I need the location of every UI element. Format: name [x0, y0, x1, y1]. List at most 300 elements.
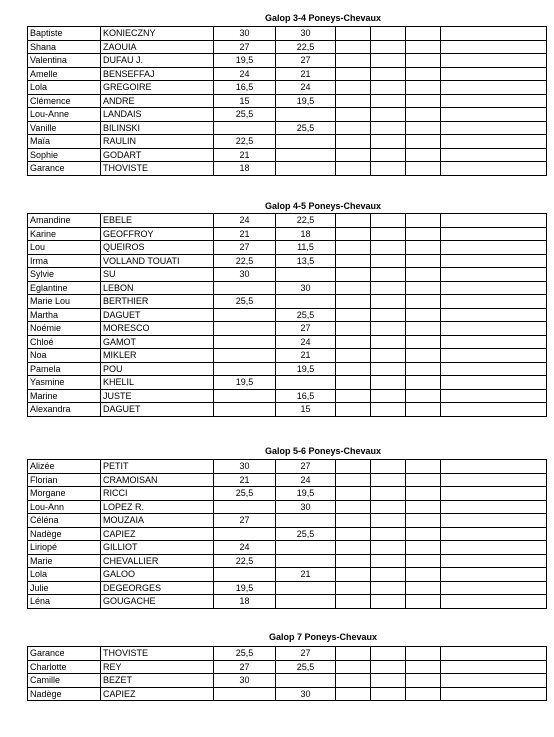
score-2-cell: 19,5: [276, 487, 336, 501]
last-name-cell: VOLLAND TOUATI: [101, 254, 214, 268]
empty-cell: [441, 660, 547, 674]
empty-cell: [441, 687, 547, 701]
score-2-cell: 25,5: [276, 121, 336, 135]
empty-cell: [336, 687, 371, 701]
last-name-cell: JUSTE: [101, 389, 214, 403]
empty-cell: [441, 647, 547, 661]
score-1-cell: 24: [214, 541, 276, 555]
empty-cell: [336, 376, 371, 390]
empty-cell: [336, 214, 371, 228]
empty-cell: [441, 568, 547, 582]
empty-cell: [336, 108, 371, 122]
last-name-cell: DEGEORGES: [101, 581, 214, 595]
first-name-cell: Sylvie: [28, 268, 101, 282]
score-1-cell: [214, 362, 276, 376]
empty-cell: [406, 268, 441, 282]
empty-cell: [406, 254, 441, 268]
score-2-cell: 15: [276, 403, 336, 417]
last-name-cell: BILINSKI: [101, 121, 214, 135]
last-name-cell: BENSEFFAJ: [101, 67, 214, 81]
score-1-cell: 24: [214, 214, 276, 228]
empty-cell: [406, 241, 441, 255]
table-row: [28, 674, 547, 688]
empty-cell: [371, 214, 406, 228]
empty-cell: [371, 94, 406, 108]
empty-cell: [371, 460, 406, 474]
first-name-cell: Alizée: [28, 460, 101, 474]
table-row: [28, 67, 547, 81]
empty-cell: [406, 527, 441, 541]
last-name-cell: MIKLER: [101, 349, 214, 363]
last-name-cell: CRAMOISAN: [101, 473, 214, 487]
empty-cell: [371, 121, 406, 135]
empty-cell: [406, 687, 441, 701]
last-name-cell: GILLIOT: [101, 541, 214, 555]
score-1-cell: 18: [214, 162, 276, 176]
first-name-cell: Sophie: [28, 148, 101, 162]
empty-cell: [441, 554, 547, 568]
empty-cell: [441, 335, 547, 349]
empty-cell: [336, 227, 371, 241]
empty-cell: [406, 541, 441, 555]
empty-cell: [336, 581, 371, 595]
empty-cell: [406, 335, 441, 349]
empty-cell: [406, 281, 441, 295]
last-name-cell: REY: [101, 660, 214, 674]
empty-cell: [406, 94, 441, 108]
table-row: [28, 148, 547, 162]
empty-cell: [406, 54, 441, 68]
last-name-cell: BERTHIER: [101, 295, 214, 309]
empty-cell: [336, 389, 371, 403]
empty-cell: [336, 568, 371, 582]
table-row: [28, 473, 547, 487]
first-name-cell: Valentina: [28, 54, 101, 68]
last-name-cell: DAGUET: [101, 308, 214, 322]
empty-cell: [371, 335, 406, 349]
empty-cell: [406, 362, 441, 376]
empty-cell: [441, 349, 547, 363]
score-1-cell: 16,5: [214, 81, 276, 95]
empty-cell: [441, 227, 547, 241]
table-row: [28, 687, 547, 701]
empty-cell: [336, 460, 371, 474]
first-name-cell: Martha: [28, 308, 101, 322]
first-name-cell: Céléna: [28, 514, 101, 528]
table-row: [28, 460, 547, 474]
empty-cell: [336, 81, 371, 95]
empty-cell: [406, 500, 441, 514]
empty-cell: [371, 27, 406, 41]
empty-cell: [441, 241, 547, 255]
empty-cell: [336, 94, 371, 108]
empty-cell: [441, 254, 547, 268]
empty-cell: [406, 227, 441, 241]
empty-cell: [371, 227, 406, 241]
score-table: [27, 646, 547, 701]
score-2-cell: 27: [276, 322, 336, 336]
empty-cell: [441, 94, 547, 108]
first-name-cell: Julie: [28, 581, 101, 595]
score-2-cell: 22,5: [276, 40, 336, 54]
empty-cell: [406, 135, 441, 149]
score-1-cell: 30: [214, 460, 276, 474]
table-row: [28, 308, 547, 322]
last-name-cell: THOVISTE: [101, 647, 214, 661]
score-2-cell: 25,5: [276, 660, 336, 674]
last-name-cell: POU: [101, 362, 214, 376]
empty-cell: [336, 527, 371, 541]
score-2-cell: 19,5: [276, 94, 336, 108]
empty-cell: [371, 527, 406, 541]
empty-cell: [441, 376, 547, 390]
empty-cell: [336, 54, 371, 68]
empty-cell: [441, 487, 547, 501]
score-1-cell: 18: [214, 595, 276, 609]
empty-cell: [371, 500, 406, 514]
score-2-cell: [276, 541, 336, 555]
empty-cell: [371, 67, 406, 81]
table-row: [28, 108, 547, 122]
last-name-cell: MOUZAIA: [101, 514, 214, 528]
section-title: Galop 4-5 Poneys-Chevaux: [264, 201, 382, 211]
score-2-cell: 27: [276, 647, 336, 661]
empty-cell: [441, 67, 547, 81]
table-row: [28, 403, 547, 417]
empty-cell: [406, 148, 441, 162]
first-name-cell: Clémence: [28, 94, 101, 108]
empty-cell: [371, 322, 406, 336]
last-name-cell: LANDAIS: [101, 108, 214, 122]
score-1-cell: [214, 121, 276, 135]
score-2-cell: 27: [276, 54, 336, 68]
empty-cell: [371, 647, 406, 661]
first-name-cell: Shana: [28, 40, 101, 54]
first-name-cell: Florian: [28, 473, 101, 487]
table-row: [28, 362, 547, 376]
score-table: [27, 213, 547, 417]
table-row: [28, 349, 547, 363]
section-title: Galop 7 Poneys-Chevaux: [268, 632, 378, 642]
score-2-cell: 21: [276, 568, 336, 582]
empty-cell: [371, 674, 406, 688]
score-1-cell: [214, 403, 276, 417]
empty-cell: [406, 121, 441, 135]
empty-cell: [336, 487, 371, 501]
table-row: [28, 281, 547, 295]
empty-cell: [336, 514, 371, 528]
score-1-cell: [214, 349, 276, 363]
empty-cell: [406, 322, 441, 336]
table-row: [28, 227, 547, 241]
empty-cell: [336, 40, 371, 54]
empty-cell: [441, 362, 547, 376]
last-name-cell: DUFAU J.: [101, 54, 214, 68]
score-1-cell: [214, 568, 276, 582]
first-name-cell: Lou: [28, 241, 101, 255]
empty-cell: [406, 403, 441, 417]
table-row: [28, 268, 547, 282]
table-row: [28, 295, 547, 309]
empty-cell: [336, 281, 371, 295]
score-1-cell: [214, 527, 276, 541]
empty-cell: [441, 500, 547, 514]
table-row: [28, 595, 547, 609]
score-2-cell: [276, 674, 336, 688]
score-2-cell: 24: [276, 473, 336, 487]
empty-cell: [406, 473, 441, 487]
empty-cell: [336, 362, 371, 376]
empty-cell: [336, 335, 371, 349]
table-row: [28, 27, 547, 41]
score-1-cell: 21: [214, 148, 276, 162]
first-name-cell: Léna: [28, 595, 101, 609]
first-name-cell: Camille: [28, 674, 101, 688]
empty-cell: [336, 647, 371, 661]
score-2-cell: 24: [276, 81, 336, 95]
empty-cell: [371, 389, 406, 403]
table-row: [28, 376, 547, 390]
score-2-cell: 16,5: [276, 389, 336, 403]
first-name-cell: Vanille: [28, 121, 101, 135]
empty-cell: [441, 308, 547, 322]
first-name-cell: Lola: [28, 81, 101, 95]
score-2-cell: 13,5: [276, 254, 336, 268]
empty-cell: [371, 687, 406, 701]
first-name-cell: Marine: [28, 389, 101, 403]
first-name-cell: Garance: [28, 162, 101, 176]
last-name-cell: THOVISTE: [101, 162, 214, 176]
empty-cell: [406, 514, 441, 528]
table-row: [28, 81, 547, 95]
empty-cell: [371, 295, 406, 309]
empty-cell: [406, 108, 441, 122]
empty-cell: [441, 54, 547, 68]
empty-cell: [406, 389, 441, 403]
score-1-cell: 21: [214, 473, 276, 487]
empty-cell: [371, 268, 406, 282]
score-1-cell: 22,5: [214, 254, 276, 268]
table-row: [28, 322, 547, 336]
first-name-cell: Yasmine: [28, 376, 101, 390]
empty-cell: [406, 349, 441, 363]
table-row: [28, 389, 547, 403]
table-row: [28, 94, 547, 108]
score-2-cell: 22,5: [276, 214, 336, 228]
empty-cell: [441, 595, 547, 609]
empty-cell: [406, 595, 441, 609]
empty-cell: [406, 660, 441, 674]
empty-cell: [441, 121, 547, 135]
empty-cell: [441, 674, 547, 688]
empty-cell: [406, 647, 441, 661]
table-row: [28, 541, 547, 555]
empty-cell: [406, 67, 441, 81]
empty-cell: [371, 148, 406, 162]
score-2-cell: [276, 268, 336, 282]
empty-cell: [441, 527, 547, 541]
empty-cell: [441, 581, 547, 595]
empty-cell: [371, 568, 406, 582]
empty-cell: [336, 660, 371, 674]
first-name-cell: Baptiste: [28, 27, 101, 41]
empty-cell: [371, 162, 406, 176]
table-row: [28, 514, 547, 528]
empty-cell: [336, 473, 371, 487]
score-2-cell: [276, 514, 336, 528]
empty-cell: [371, 108, 406, 122]
empty-cell: [406, 487, 441, 501]
score-2-cell: 25,5: [276, 527, 336, 541]
first-name-cell: Lola: [28, 568, 101, 582]
empty-cell: [441, 295, 547, 309]
last-name-cell: KHELIL: [101, 376, 214, 390]
first-name-cell: Pamela: [28, 362, 101, 376]
score-1-cell: 30: [214, 674, 276, 688]
first-name-cell: Garance: [28, 647, 101, 661]
score-2-cell: [276, 376, 336, 390]
last-name-cell: RAULIN: [101, 135, 214, 149]
score-1-cell: 24: [214, 67, 276, 81]
empty-cell: [336, 308, 371, 322]
score-2-cell: 21: [276, 67, 336, 81]
empty-cell: [371, 487, 406, 501]
table-row: [28, 487, 547, 501]
first-name-cell: Lou-Ann: [28, 500, 101, 514]
empty-cell: [441, 389, 547, 403]
first-name-cell: Noa: [28, 349, 101, 363]
score-2-cell: 21: [276, 349, 336, 363]
empty-cell: [371, 660, 406, 674]
score-2-cell: 19,5: [276, 362, 336, 376]
score-2-cell: [276, 148, 336, 162]
empty-cell: [371, 554, 406, 568]
empty-cell: [441, 214, 547, 228]
score-2-cell: 11,5: [276, 241, 336, 255]
empty-cell: [406, 40, 441, 54]
empty-cell: [441, 81, 547, 95]
score-1-cell: 19,5: [214, 54, 276, 68]
score-1-cell: [214, 389, 276, 403]
empty-cell: [371, 595, 406, 609]
score-1-cell: 19,5: [214, 581, 276, 595]
empty-cell: [441, 268, 547, 282]
empty-cell: [336, 254, 371, 268]
empty-cell: [371, 376, 406, 390]
empty-cell: [336, 295, 371, 309]
table-row: [28, 162, 547, 176]
section-title: Galop 3-4 Poneys-Chevaux: [264, 13, 382, 23]
empty-cell: [336, 322, 371, 336]
empty-cell: [371, 349, 406, 363]
empty-cell: [371, 281, 406, 295]
first-name-cell: Marie: [28, 554, 101, 568]
empty-cell: [371, 403, 406, 417]
score-1-cell: 27: [214, 40, 276, 54]
table-row: [28, 568, 547, 582]
score-1-cell: 27: [214, 514, 276, 528]
empty-cell: [336, 674, 371, 688]
score-2-cell: [276, 135, 336, 149]
last-name-cell: GEOFFROY: [101, 227, 214, 241]
last-name-cell: PETIT: [101, 460, 214, 474]
empty-cell: [441, 460, 547, 474]
empty-cell: [441, 40, 547, 54]
empty-cell: [441, 148, 547, 162]
first-name-cell: Eglantine: [28, 281, 101, 295]
empty-cell: [441, 27, 547, 41]
table-row: [28, 554, 547, 568]
empty-cell: [371, 241, 406, 255]
last-name-cell: BEZET: [101, 674, 214, 688]
score-1-cell: 25,5: [214, 487, 276, 501]
first-name-cell: Nadège: [28, 687, 101, 701]
score-1-cell: 30: [214, 27, 276, 41]
first-name-cell: Alexandra: [28, 403, 101, 417]
empty-cell: [406, 674, 441, 688]
score-1-cell: 30: [214, 268, 276, 282]
table-row: [28, 335, 547, 349]
empty-cell: [441, 322, 547, 336]
empty-cell: [406, 81, 441, 95]
score-1-cell: 27: [214, 241, 276, 255]
score-1-cell: 25,5: [214, 647, 276, 661]
score-2-cell: 30: [276, 281, 336, 295]
empty-cell: [371, 135, 406, 149]
empty-cell: [336, 403, 371, 417]
score-2-cell: 24: [276, 335, 336, 349]
score-2-cell: 18: [276, 227, 336, 241]
empty-cell: [441, 403, 547, 417]
empty-cell: [441, 514, 547, 528]
empty-cell: [406, 554, 441, 568]
first-name-cell: Liriopé: [28, 541, 101, 555]
first-name-cell: Amelle: [28, 67, 101, 81]
empty-cell: [336, 27, 371, 41]
last-name-cell: LOPEZ R.: [101, 500, 214, 514]
table-row: [28, 527, 547, 541]
score-1-cell: 21: [214, 227, 276, 241]
table-row: [28, 241, 547, 255]
section-title: Galop 5-6 Poneys-Chevaux: [264, 446, 382, 456]
empty-cell: [441, 108, 547, 122]
empty-cell: [441, 135, 547, 149]
score-2-cell: 30: [276, 687, 336, 701]
score-1-cell: 22,5: [214, 135, 276, 149]
empty-cell: [371, 40, 406, 54]
score-1-cell: [214, 335, 276, 349]
last-name-cell: CHEVALLIER: [101, 554, 214, 568]
empty-cell: [441, 541, 547, 555]
empty-cell: [406, 581, 441, 595]
empty-cell: [336, 595, 371, 609]
last-name-cell: QUEIROS: [101, 241, 214, 255]
empty-cell: [406, 214, 441, 228]
score-2-cell: [276, 295, 336, 309]
empty-cell: [406, 162, 441, 176]
score-1-cell: [214, 500, 276, 514]
first-name-cell: Irma: [28, 254, 101, 268]
last-name-cell: GALOO: [101, 568, 214, 582]
score-1-cell: 22,5: [214, 554, 276, 568]
empty-cell: [371, 308, 406, 322]
table-row: [28, 647, 547, 661]
empty-cell: [336, 500, 371, 514]
last-name-cell: GREGOIRE: [101, 81, 214, 95]
first-name-cell: Marie Lou: [28, 295, 101, 309]
empty-cell: [371, 362, 406, 376]
last-name-cell: GAMOT: [101, 335, 214, 349]
